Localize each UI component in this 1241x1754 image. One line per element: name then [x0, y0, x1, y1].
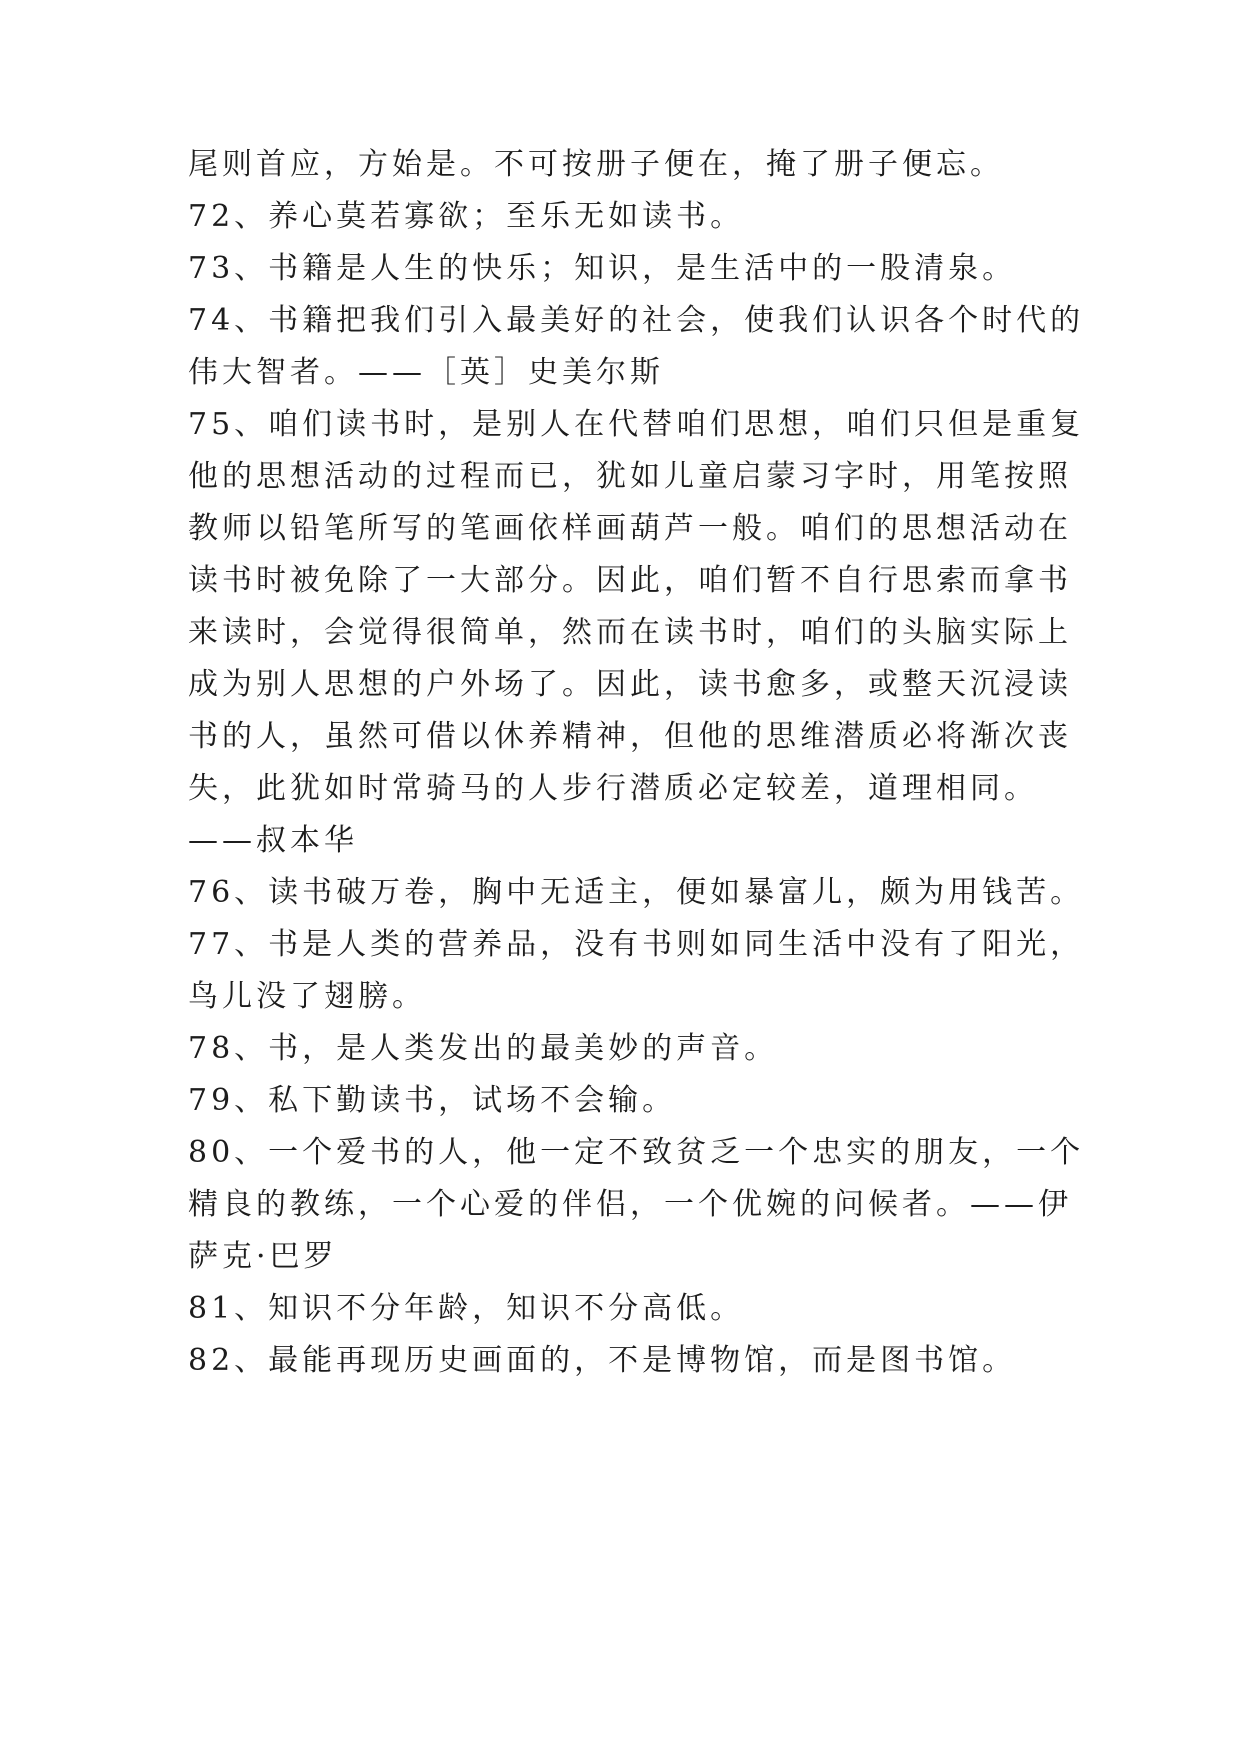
text-line: 74、书籍把我们引入最美好的社会，使我们认识各个时代的	[188, 303, 1085, 338]
text-line: 他的思想活动的过程而已，犹如儿童启蒙习字时，用笔按照	[188, 459, 1072, 494]
text-line: 书的人，虽然可借以休养精神，但他的思维潜质必将渐次丧	[188, 719, 1072, 754]
text-line: 82、最能再现历史画面的，不是博物馆，而是图书馆。	[188, 1343, 1017, 1378]
text-line: 精良的教练，一个心爱的伴侣，一个优婉的问候者。——伊	[188, 1187, 1072, 1222]
text-line: 成为别人思想的户外场了。因此，读书愈多，或整天沉浸读	[188, 667, 1072, 702]
text-line: 读书时被免除了一大部分。因此，咱们暂不自行思索而拿书	[188, 563, 1072, 598]
text-line: 萨克·巴罗	[188, 1239, 338, 1274]
text-line: 来读时，会觉得很简单，然而在读书时，咱们的头脑实际上	[188, 615, 1072, 650]
text-line: 78、书，是人类发出的最美妙的声音。	[188, 1031, 779, 1066]
text-line: 75、咱们读书时，是别人在代替咱们思想，咱们只但是重复	[188, 407, 1085, 442]
text-line: 73、书籍是人生的快乐；知识，是生活中的一股清泉。	[188, 251, 1017, 286]
text-line: 尾则首应，方始是。不可按册子便在，掩了册子便忘。	[188, 147, 1004, 182]
text-line: ——叔本华	[188, 823, 358, 858]
text-line: 80、一个爱书的人，他一定不致贫乏一个忠实的朋友，一个	[188, 1135, 1085, 1170]
text-line: 77、书是人类的营养品，没有书则如同生活中没有了阳光，	[188, 927, 1085, 962]
text-line: 79、私下勤读书，试场不会输。	[188, 1083, 677, 1118]
text-line: 教师以铅笔所写的笔画依样画葫芦一般。咱们的思想活动在	[188, 511, 1072, 546]
text-line: 81、知识不分年龄，知识不分高低。	[188, 1291, 745, 1326]
text-line: 72、养心莫若寡欲；至乐无如读书。	[188, 199, 745, 234]
text-line: 鸟儿没了翅膀。	[188, 979, 426, 1014]
text-line: 失，此犹如时常骑马的人步行潜质必定较差，道理相同。	[188, 771, 1038, 806]
text-line: 伟大智者。——［英］史美尔斯	[188, 355, 664, 390]
text-line: 76、读书破万卷，胸中无适主，便如暴富儿，颇为用钱苦。	[188, 875, 1085, 910]
